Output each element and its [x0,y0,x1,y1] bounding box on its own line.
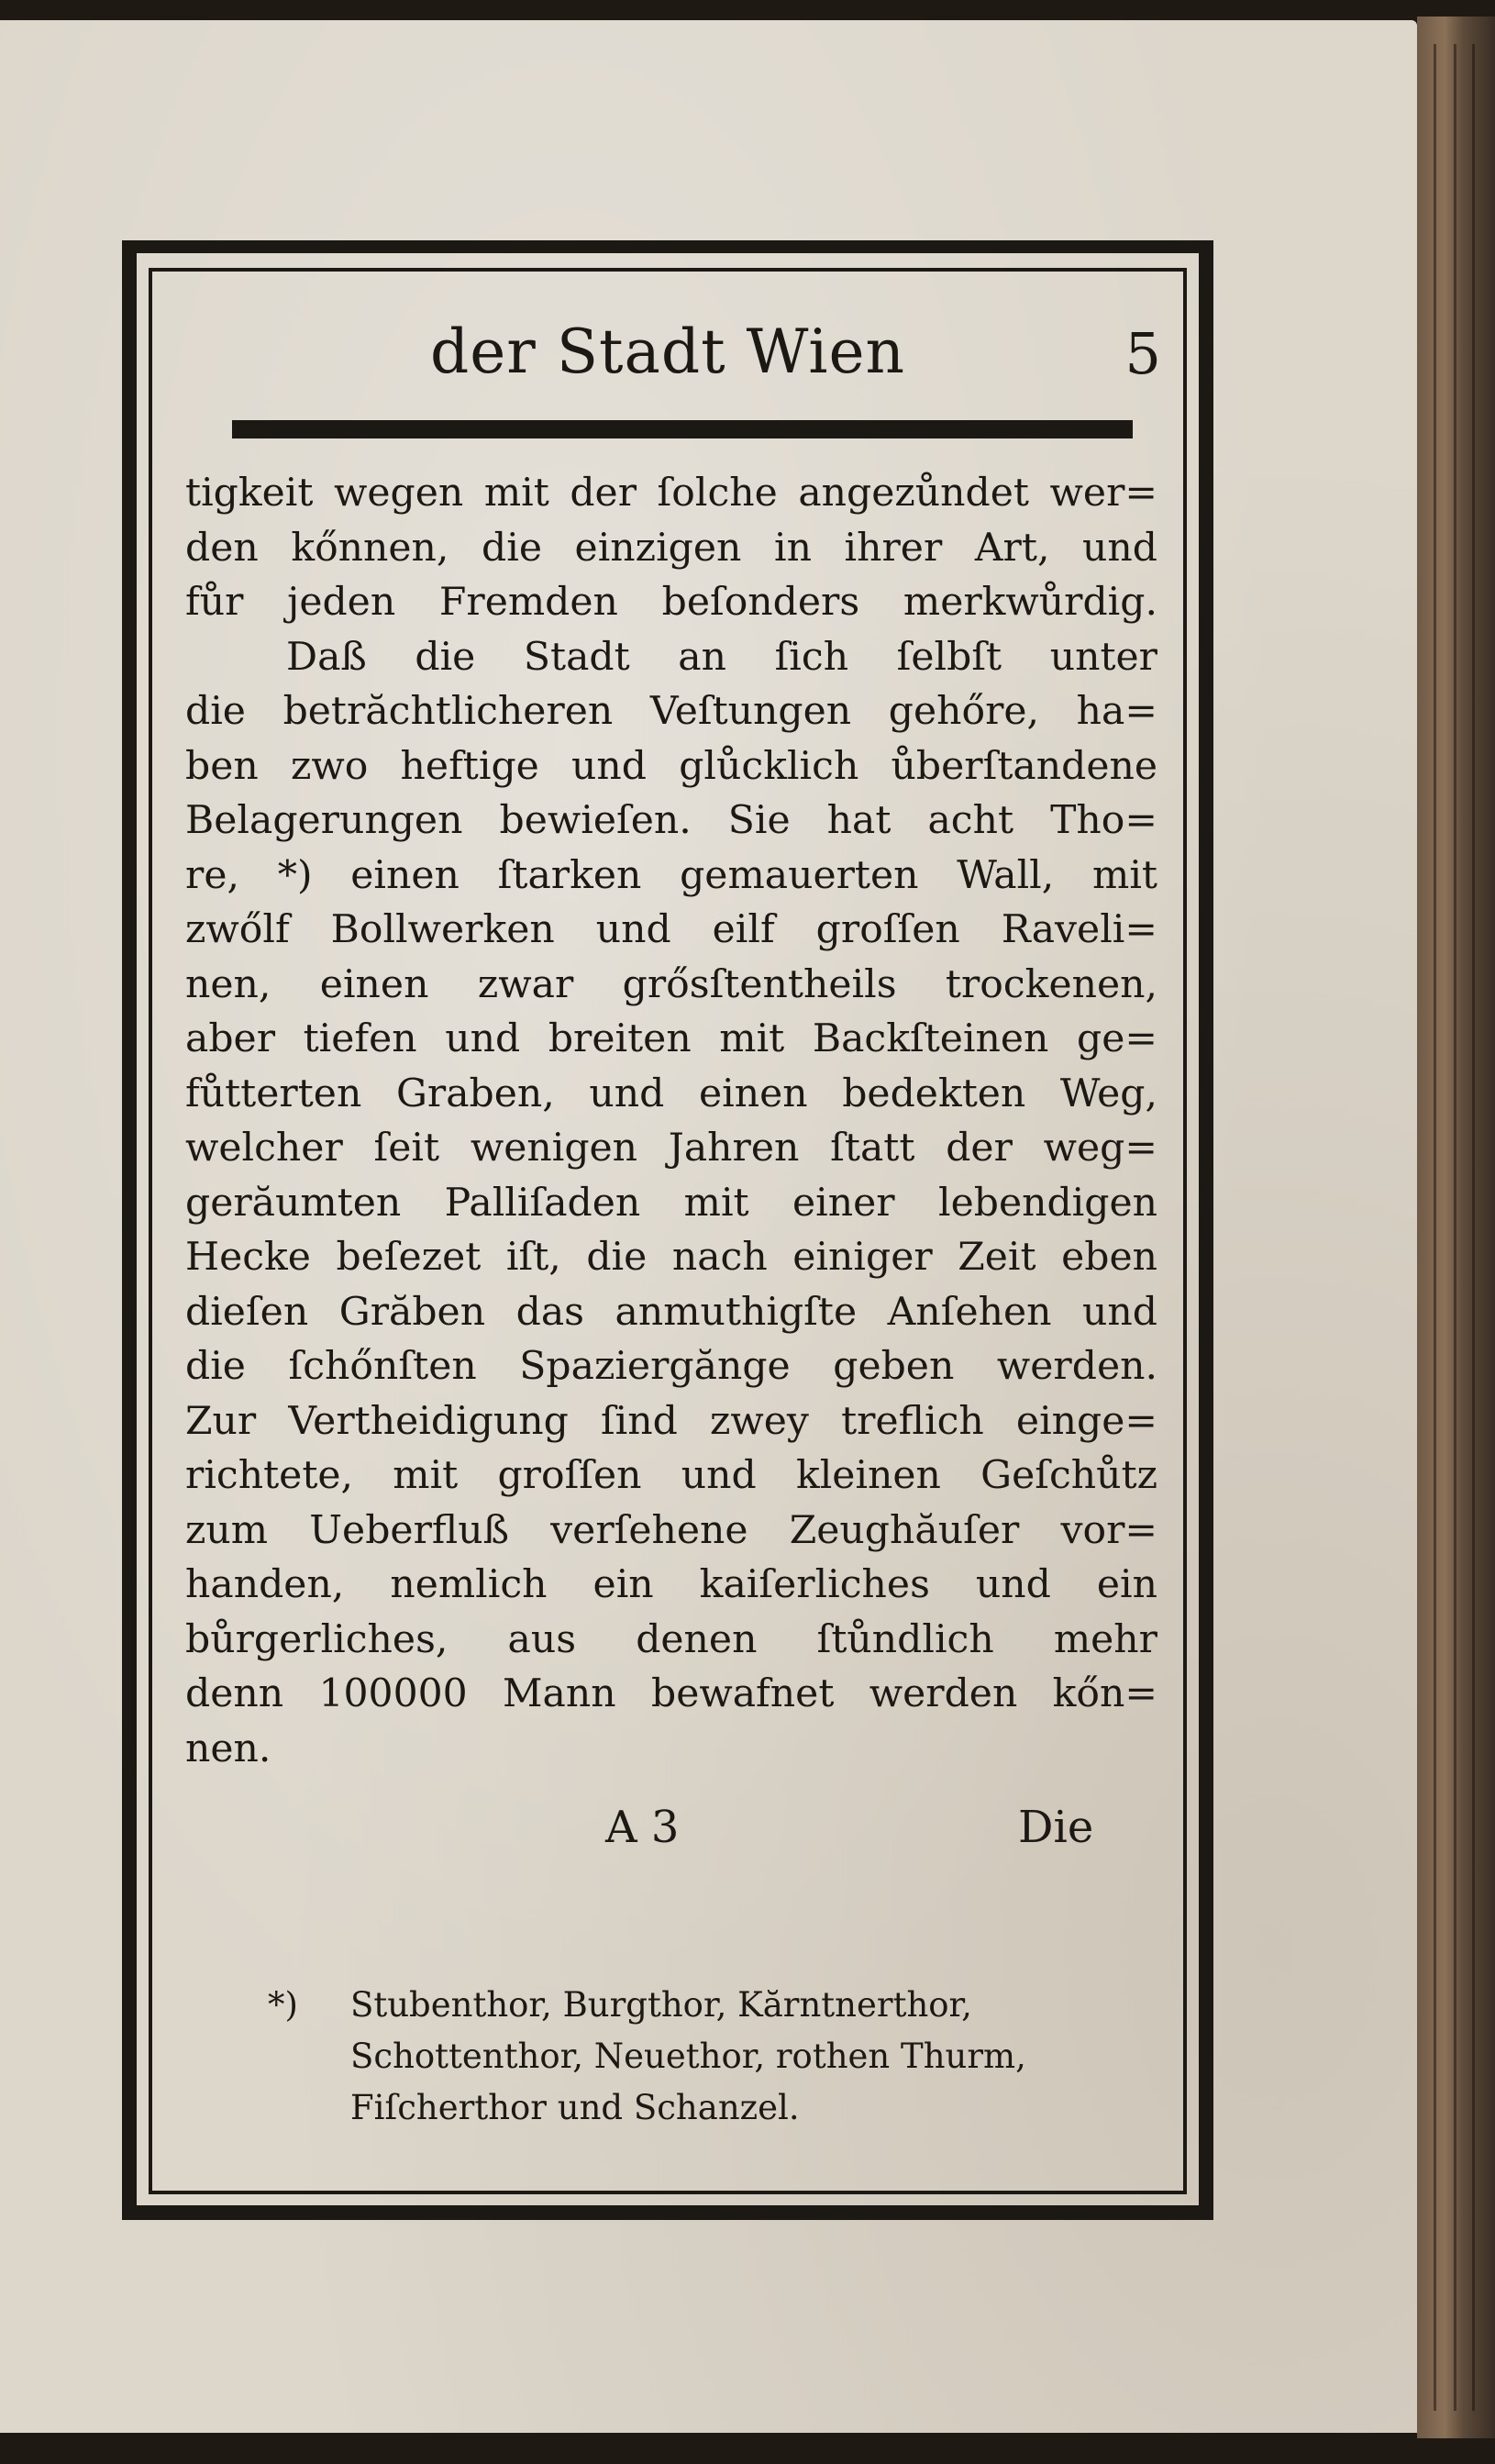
text-line: Hecke beſezet iſt, die nach einiger Zeit eben [185,1235,1157,1280]
text-line: Zur Vertheidigung ſind zwey treflich einge= [185,1398,1157,1444]
text-line: die ſchőnſten Spaziergănge geben werden. [185,1344,1157,1389]
text-line: welcher ſeit wenigen Jahren ſtatt der weg= [185,1126,1157,1171]
text-line: nen. [185,1726,271,1771]
page-edge-line [1472,44,1475,2411]
catchword: Die [1018,1802,1094,1853]
text-line: Belagerungen bewieſen. Sie hat acht Tho= [185,798,1157,843]
text-line: gerăumten Palliſaden mit einer lebendigen [185,1180,1157,1226]
page-edge-line [1434,44,1436,2411]
text-line: fůtterten Graben, und einen bedekten Weg, [185,1071,1157,1116]
footnote-line: Schottenthor, Neuethor, rothen Thurm, [350,2037,1026,2076]
text-line: dieſen Grăben das anmuthigſte Anſehen und [185,1289,1157,1335]
running-head: der Stadt Wien [429,316,906,387]
text-line: denn 100000 Mann bewafnet werden kőn= [185,1671,1157,1716]
header-rule [232,420,1133,438]
text-line: zwőlf Bollwerken und eilf groſſen Raveli= [185,907,1157,952]
text-line: tigkeit wegen mit der ſolche angezůndet wer= [185,471,1157,516]
page-edge-line [1454,44,1456,2411]
text-line: ben zwo heftige und glůcklich ůberſtandene [185,743,1157,789]
text-line: nen, einen zwar grősſtentheils trockenen, [185,961,1157,1007]
book-page-edges [1417,17,1495,2438]
footnote [268,1980,1167,2134]
text-line: den kőnnen, die einzigen in ihrer Art, und [185,525,1157,571]
text-line: fůr jeden Fremden beſonders merkwůrdig. [185,580,1157,625]
signature-mark: A 3 [605,1802,680,1853]
footnote-line [268,1980,1167,2031]
page-number: 5 [1124,320,1161,387]
footnote-marker: *) [268,1985,298,2025]
footnote-text: Stubenthor, Burgthor, Kărntnerthor, [350,1985,972,2025]
text-line: die betrăchtlicheren Veſtungen gehőre, ha= [185,689,1157,734]
body-text [185,466,1157,1776]
page-header [149,316,1187,417]
text-line: aber tiefen und breiten mit Backſteinen ge= [185,1016,1157,1061]
text-line: zum Ueberfluß verſehene Zeughăuſer vor= [185,1507,1157,1553]
text-line: handen, nemlich ein kaiſerliches und ein [185,1562,1157,1607]
text-line: richtete, mit groſſen und kleinen Geſchůtz [185,1453,1157,1498]
text-line: re, *) einen ſtarken gemauerten Wall, mit [185,852,1157,898]
text-line: Daß die Stadt an ſich ſelbſt unter [286,634,1157,680]
text-line: bůrgerliches, aus denen ſtůndlich mehr [185,1616,1157,1662]
footnote-line: Fiſcherthor und Schanzel. [350,2088,800,2127]
catchline [149,1802,1187,1866]
